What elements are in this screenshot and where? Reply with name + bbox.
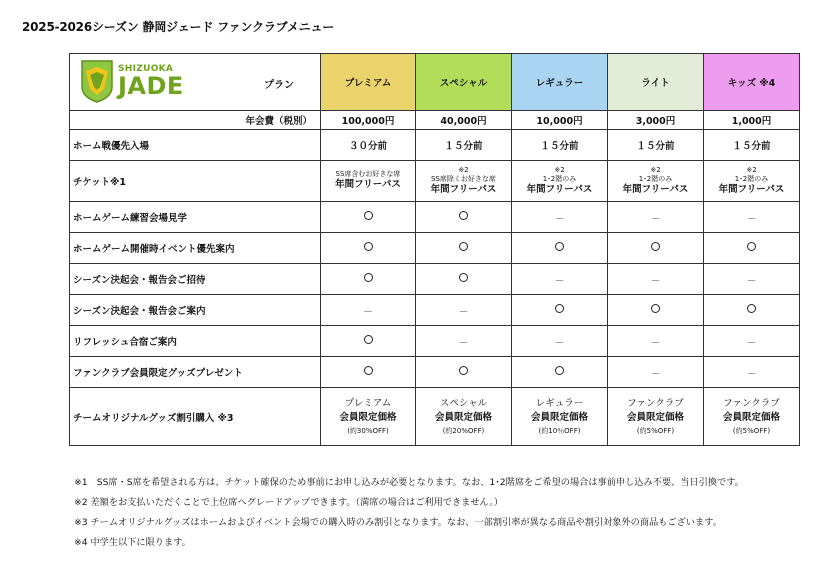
fee-value: 100,000円 (321, 111, 416, 130)
availability-cell (608, 264, 704, 295)
priority-entry-row (70, 130, 800, 161)
plan-regular-header: レギュラー (512, 54, 608, 111)
ticket-seat-scope: 1･2階のみ (734, 174, 769, 183)
discount-row (70, 388, 800, 446)
ticket-cell (704, 161, 800, 202)
availability-cell (512, 202, 608, 233)
ticket-seat-scope: SS席除くお好きな席 (431, 174, 496, 183)
ticket-note: ※2 (746, 166, 757, 175)
row-label: シーズン決起会・報告会ご招待 (70, 264, 321, 295)
row-label: ホームゲーム開催時イベント優先案内 (70, 233, 321, 264)
entry-value: ３０分前 (321, 130, 416, 161)
availability-cell (608, 326, 704, 357)
footnote: ※2 差額をお支払いただくことで上位席へグレードアップできます。（満席の場合はご利用できません。） (74, 497, 504, 508)
row-label: 年会費（税別） (70, 111, 321, 130)
discount-price-label: 会員限定価格 (339, 412, 397, 424)
ticket-pass: 年間フリーパス (718, 183, 785, 195)
row-label: チケット※1 (70, 161, 321, 202)
plan-special-header: スペシャル (416, 54, 512, 111)
available-circle-icon (364, 366, 373, 375)
availability-cell (416, 233, 512, 264)
availability-cell (704, 233, 800, 264)
not-available-dash-icon: － (554, 213, 565, 225)
availability-cell (321, 326, 416, 357)
availability-cell (608, 202, 704, 233)
ticket-seat-scope: 1･2階のみ (638, 174, 673, 183)
not-available-dash-icon: － (650, 368, 661, 380)
availability-cell (512, 357, 608, 388)
availability-cell (704, 295, 800, 326)
entry-value: １５分前 (416, 130, 512, 161)
discount-cell (321, 388, 416, 446)
availability-cell (512, 326, 608, 357)
discount-rate: (約30%OFF) (347, 426, 389, 435)
ticket-cell (321, 161, 416, 202)
ticket-row (70, 161, 800, 202)
ticket-pass: 年間フリーパス (526, 183, 593, 195)
availability-cell (321, 357, 416, 388)
not-available-dash-icon: － (650, 337, 661, 349)
not-available-dash-icon: － (458, 337, 469, 349)
available-circle-icon (364, 273, 373, 282)
availability-cell (608, 357, 704, 388)
footnote: ※4 中学生以下に限ります。 (74, 537, 191, 548)
available-circle-icon (747, 242, 756, 251)
row-label: ホームゲーム練習会場見学 (70, 202, 321, 233)
availability-cell (321, 295, 416, 326)
discount-cell (704, 388, 800, 446)
ticket-note: ※2 (650, 166, 661, 175)
plan-light-header: ライト (608, 54, 704, 111)
not-available-dash-icon: － (746, 275, 757, 287)
availability-cell (416, 326, 512, 357)
availability-cell (321, 264, 416, 295)
discount-price-label: 会員限定価格 (530, 412, 588, 424)
available-circle-icon (459, 242, 468, 251)
available-circle-icon (459, 366, 468, 375)
not-available-dash-icon: － (746, 337, 757, 349)
fee-value: 40,000円 (416, 111, 512, 130)
page-title: 2025-2026シーズン 静岡ジェード ファンクラブメニュー (22, 20, 335, 34)
logo-text-top: SHIZUOKA (118, 63, 174, 74)
footnotes (74, 473, 744, 553)
available-circle-icon (364, 211, 373, 220)
discount-cell (608, 388, 704, 446)
discount-member-type: スペシャル (439, 398, 488, 409)
refresh-row (70, 326, 800, 357)
discount-cell (416, 388, 512, 446)
row-label: ファンクラブ会員限定グッズプレゼント (70, 357, 321, 388)
availability-cell (704, 264, 800, 295)
availability-cell (512, 295, 608, 326)
availability-cell (512, 233, 608, 264)
availability-cell (608, 295, 704, 326)
available-circle-icon (459, 211, 468, 220)
discount-rate: (約20%OFF) (442, 426, 485, 435)
goods-row (70, 357, 800, 388)
ticket-cell (608, 161, 704, 202)
availability-cell (416, 202, 512, 233)
annual-fee-row (70, 111, 800, 130)
discount-member-type: ファンクラブ (627, 398, 684, 409)
not-available-dash-icon: － (554, 275, 565, 287)
discount-price-label: 会員限定価格 (434, 412, 492, 424)
entry-value: １５分前 (512, 130, 608, 161)
row-label: リフレッシュ合宿ご案内 (70, 326, 321, 357)
availability-cell (321, 202, 416, 233)
plan-premium-header: プレミアム (321, 54, 416, 111)
available-circle-icon (364, 335, 373, 344)
available-circle-icon (555, 366, 564, 375)
plan-kids-header: キッズ ※4 (704, 54, 800, 111)
available-circle-icon (459, 273, 468, 282)
not-available-dash-icon: － (554, 337, 565, 349)
discount-rate: (約5%OFF) (732, 426, 771, 435)
entry-value: １５分前 (704, 130, 800, 161)
ticket-cell (416, 161, 512, 202)
entry-value: １５分前 (608, 130, 704, 161)
discount-price-label: 会員限定価格 (722, 412, 780, 424)
row-label: チームオリジナルグッズ割引購入 ※3 (70, 388, 321, 446)
team-logo (80, 59, 184, 103)
availability-cell (416, 264, 512, 295)
ticket-seat-scope: 1･2階のみ (542, 174, 577, 183)
not-available-dash-icon: － (746, 213, 757, 225)
event-row (70, 233, 800, 264)
fanclub-plan-table (69, 53, 800, 446)
not-available-dash-icon: － (650, 275, 661, 287)
availability-cell (608, 233, 704, 264)
availability-cell (416, 295, 512, 326)
availability-cell (704, 202, 800, 233)
not-available-dash-icon: － (458, 306, 469, 318)
discount-member-type: ファンクラブ (723, 398, 780, 409)
availability-cell (704, 326, 800, 357)
availability-cell (416, 357, 512, 388)
guide-row (70, 295, 800, 326)
fee-value: 3,000円 (608, 111, 704, 130)
available-circle-icon (555, 242, 564, 251)
discount-rate: (約10％OFF) (538, 426, 581, 435)
ticket-pass: 年間フリーパス (622, 183, 689, 195)
ticket-seat-scope: SS席含むお好きな席 (335, 170, 401, 179)
footnote: ※3 チームオリジナルグッズはホームおよびイベント会場での購入時のみ割引となります。なお、一部割引率が異なる商品や割引対象外の商品もございます。 (74, 517, 722, 528)
footnote: ※1 SS席・S席を希望される方は、チケット確保のため事前にお申し込みが必要となります。なお、1･2階席をご希望の場合は事前申し込み不要、当日引換です。 (74, 477, 744, 488)
available-circle-icon (651, 242, 660, 251)
ticket-cell (512, 161, 608, 202)
available-circle-icon (364, 242, 373, 251)
discount-member-type: プレミアム (344, 398, 392, 409)
row-label: シーズン決起会・報告会ご案内 (70, 295, 321, 326)
discount-price-label: 会員限定価格 (626, 412, 684, 424)
availability-cell (704, 357, 800, 388)
row-label: ホーム戦優先入場 (70, 130, 321, 161)
plan-column-label: プラン (264, 80, 294, 91)
ticket-pass: 年間フリーパス (335, 179, 401, 191)
not-available-dash-icon: － (363, 306, 373, 318)
invite-row (70, 264, 800, 295)
availability-cell (512, 264, 608, 295)
ticket-note: ※2 (458, 166, 469, 175)
fee-value: 1,000円 (704, 111, 800, 130)
not-available-dash-icon: － (650, 213, 661, 225)
jade-shield-icon (80, 59, 114, 103)
not-available-dash-icon: － (746, 368, 757, 380)
available-circle-icon (747, 304, 756, 313)
ticket-note: ※2 (554, 166, 565, 175)
available-circle-icon (555, 304, 564, 313)
discount-cell (512, 388, 608, 446)
discount-rate: (約5%OFF) (636, 426, 675, 435)
availability-cell (321, 233, 416, 264)
header-row (70, 54, 800, 111)
fee-value: 10,000円 (512, 111, 608, 130)
available-circle-icon (651, 304, 660, 313)
logo-cell (70, 54, 321, 111)
practice-row (70, 202, 800, 233)
discount-member-type: レギュラー (535, 398, 584, 409)
ticket-pass: 年間フリーパス (430, 183, 497, 195)
logo-text-main: JADE (118, 71, 184, 100)
